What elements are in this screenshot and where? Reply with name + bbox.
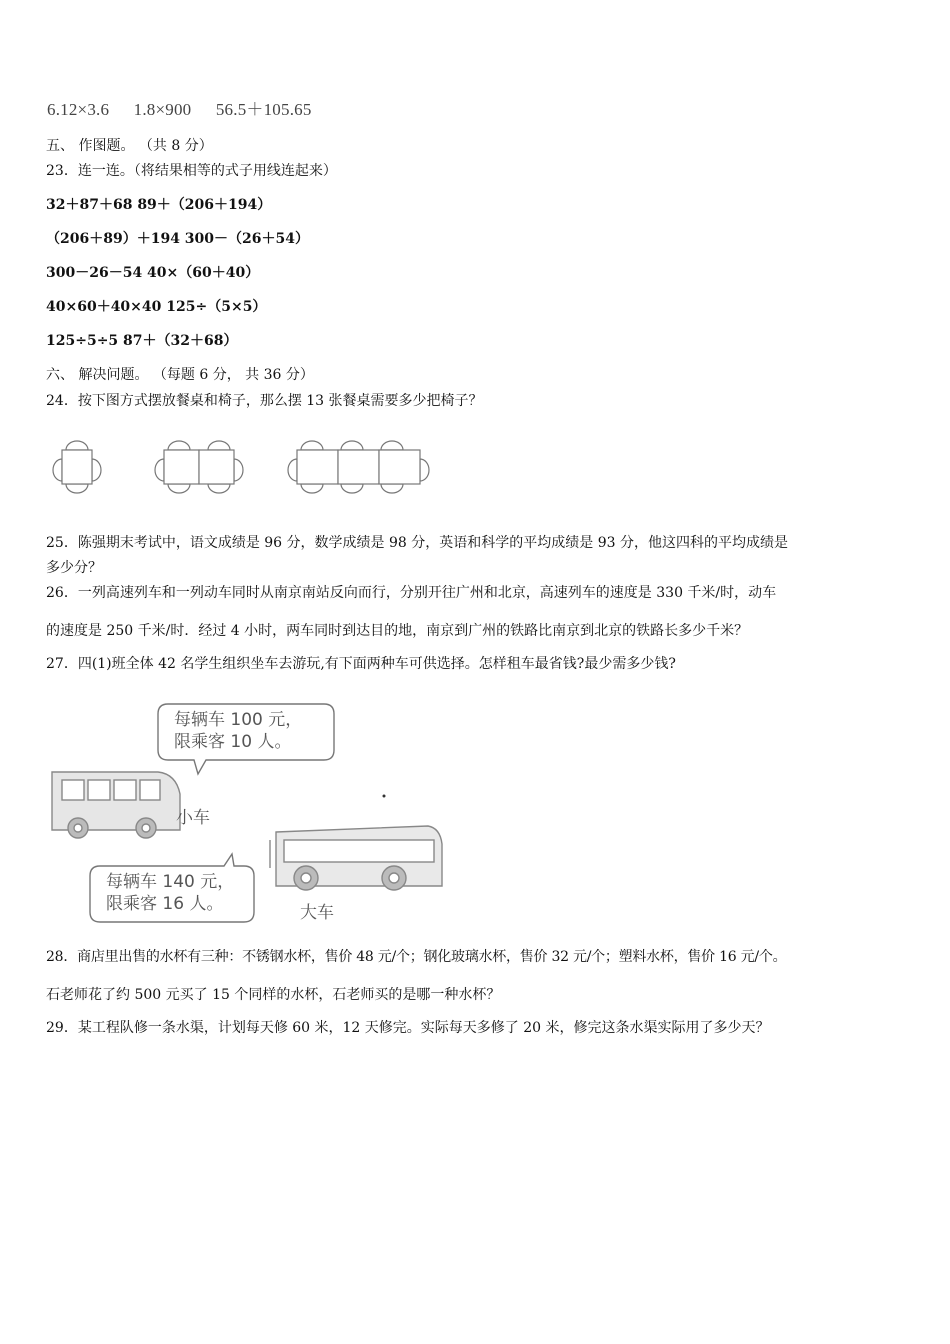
calc-item: 56.5＋105.65 xyxy=(215,100,312,119)
q23-row: 32＋87＋68 89＋（206＋194） xyxy=(46,197,272,213)
stray-dot xyxy=(383,795,386,798)
q27-text: 27．四(1)班全体 42 名学生组织坐车去游玩,有下面两种车可供选择。怎样租车最省钱?最少需多少钱? xyxy=(46,656,676,672)
calc-item: 6.12×3.6 xyxy=(47,100,110,119)
q25-line-1: 25．陈强期末考试中，语文成绩是 96 分，数学成绩是 98 分，英语和科学的平均成绩是 93 分，他这四科的平均成绩是 xyxy=(46,535,788,551)
q23-row: 300－26－54 40×（60＋40） xyxy=(46,265,260,281)
q23-row: 40×60＋40×40 125÷（5×5） xyxy=(46,299,267,315)
small-bus-icon xyxy=(52,772,180,838)
table-group-2 xyxy=(155,441,243,493)
small-bus-bubble-text xyxy=(174,709,302,753)
q23-row: （206＋89）＋194 300－（26＋54） xyxy=(46,231,309,247)
big-bus-capacity: 限乘客 16 人。 xyxy=(106,894,224,914)
q28-line-2: 石老师花了约 500 元买了 15 个同样的水杯，石老师买的是哪一种水杯？ xyxy=(46,987,501,1003)
big-bus-icon xyxy=(270,826,442,890)
calc-item: 1.8×900 xyxy=(133,100,192,119)
small-bus-capacity: 限乘客 10 人。 xyxy=(174,732,292,752)
small-bus-price: 每辆车 100 元， xyxy=(174,710,303,730)
small-bus-label: 小车 xyxy=(176,808,210,828)
q29-text: 29．某工程队修一条水渠，计划每天修 60 米，12 天修完。实际每天多修了 20 米，修完这条水渠实际用了多少天？ xyxy=(46,1020,770,1036)
q26-line-2: 的速度是 250 千米/时．经过 4 小时，两车同时到达目的地，南京到广州的铁路比南京到北京的铁路长多少千米？ xyxy=(46,623,749,639)
big-bus-price: 每辆车 140 元， xyxy=(106,872,235,892)
section-5-title: 五、 作图题。 （共 8 分） xyxy=(46,138,213,154)
q25-line-2: 多少分？ xyxy=(46,560,102,576)
big-bus-bubble-text xyxy=(106,871,234,915)
q24-text: 24．按下图方式摆放餐桌和椅子，那么摆 13 张餐桌需要多少把椅子？ xyxy=(46,393,483,409)
q26-line-1: 26．一列高速列车和一列动车同时从南京南站反向而行，分别开往广州和北京，高速列车的速度是 330 千米/时，动车 xyxy=(46,585,777,601)
q23-title: 23．连一连。（将结果相等的式子用线连起来） xyxy=(46,163,337,179)
tables-chairs-figure xyxy=(44,436,444,502)
q23-row: 125÷5÷5 87＋（32＋68） xyxy=(46,333,238,349)
bus-figure xyxy=(48,698,468,924)
q28-line-1: 28．商店里出售的水杯有三种：不锈钢水杯，售价 48 元/个；钢化玻璃水杯，售价 32 元/个；塑料水杯，售价 16 元/个。 xyxy=(46,949,787,965)
section-6-title: 六、 解决问题。 （每题 6 分， 共 36 分） xyxy=(46,367,314,383)
table-group-1 xyxy=(53,441,101,493)
calc-line xyxy=(47,101,312,119)
big-bus-label: 大车 xyxy=(300,903,334,923)
table-group-3 xyxy=(288,441,429,493)
